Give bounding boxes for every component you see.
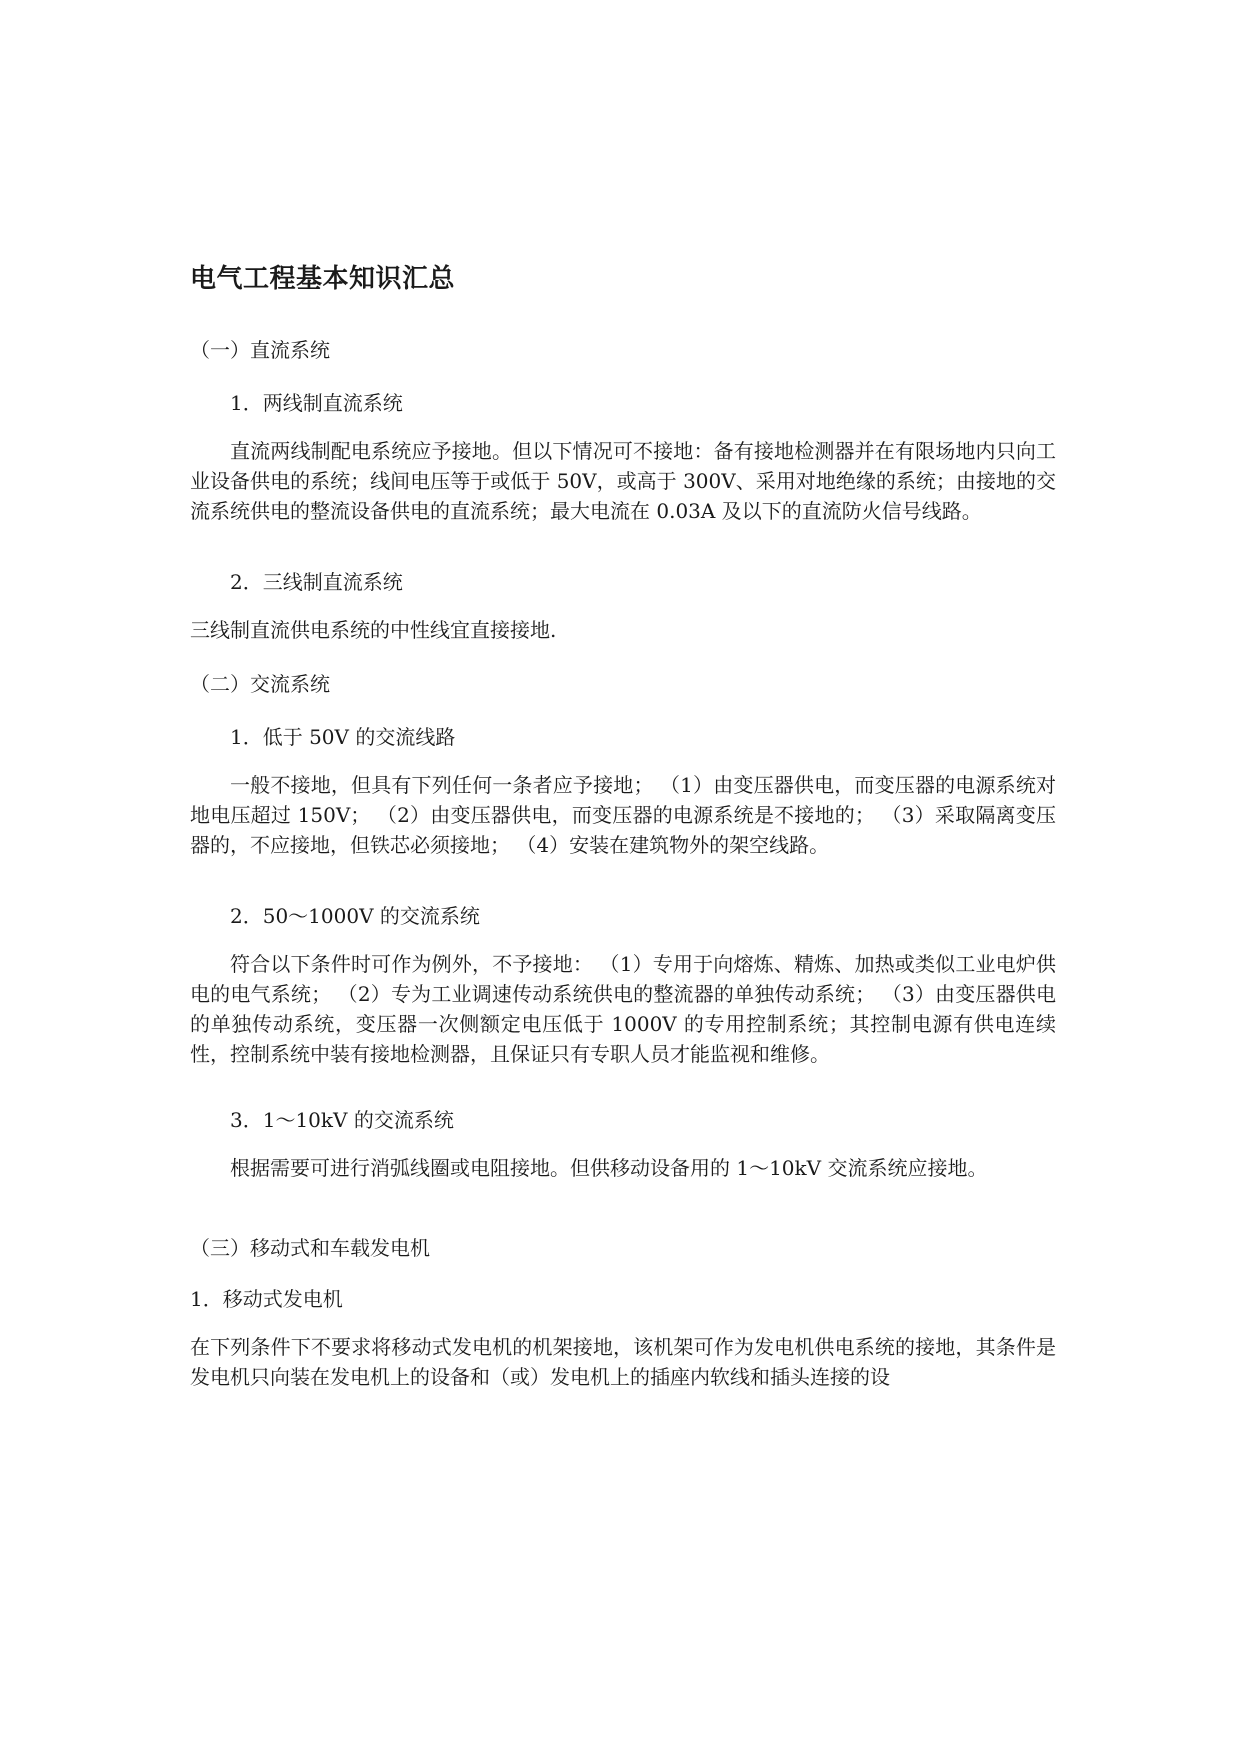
paragraph: 在下列条件下不要求将移动式发电机的机架接地，该机架可作为发电机供电系统的接地，其条件是发电机只向装在发电机上的设备和（或）发电机上的插座内软线和插头连接的设 bbox=[190, 1335, 1056, 1389]
subsection-heading: 3．1～10kV 的交流系统 bbox=[230, 1108, 454, 1132]
subsection-heading: 2．50～1000V 的交流系统 bbox=[230, 904, 480, 928]
section-heading: （二）交流系统 bbox=[190, 672, 330, 696]
section-heading: （三）移动式和车载发电机 bbox=[190, 1236, 430, 1260]
subsection-heading: 1．移动式发电机 bbox=[190, 1287, 343, 1311]
document-title: 电气工程基本知识汇总 bbox=[190, 264, 456, 294]
paragraph: 一般不接地，但具有下列任何一条者应予接地； （1）由变压器供电，而变压器的电源系统对地电压超过 150V； （2）由变压器供电，而变压器的电源系统是不接地的； （3）采取隔离变压器的，不应接地，但铁芯必须接地； （4）安装在建筑物外的架空线路。 bbox=[190, 773, 1056, 857]
subsection-heading: 2．三线制直流系统 bbox=[230, 570, 403, 594]
subsection-heading: 1．低于 50V 的交流线路 bbox=[230, 725, 456, 749]
paragraph: 根据需要可进行消弧线圈或电阻接地。但供移动设备用的 1～10kV 交流系统应接地。 bbox=[230, 1156, 988, 1180]
paragraph: 符合以下条件时可作为例外，不予接地： （1）专用于向熔炼、精炼、加热或类似工业电炉供电的电气系统； （2）专为工业调速传动系统供电的整流器的单独传动系统； （3）由变压器供电的单独传动系统，变压器一次侧额定电压低于 1000V 的专用控制系统；其控制电源有供电连续性，控制系统中装有接地检测器，且保证只有专职人员才能监视和维修。 bbox=[190, 952, 1056, 1066]
paragraph: 直流两线制配电系统应予接地。但以下情况可不接地：备有接地检测器并在有限场地内只向工业设备供电的系统；线间电压等于或低于 50V，或高于 300V、采用对地绝缘的系统；由接地的交流系统供电的整流设备供电的直流系统；最大电流在 0.03A 及以下的直流防火信号线路。 bbox=[190, 439, 1056, 523]
section-heading: （一）直流系统 bbox=[190, 338, 330, 362]
subsection-heading: 1．两线制直流系统 bbox=[230, 391, 403, 415]
paragraph: 三线制直流供电系统的中性线宜直接接地. bbox=[190, 618, 557, 642]
